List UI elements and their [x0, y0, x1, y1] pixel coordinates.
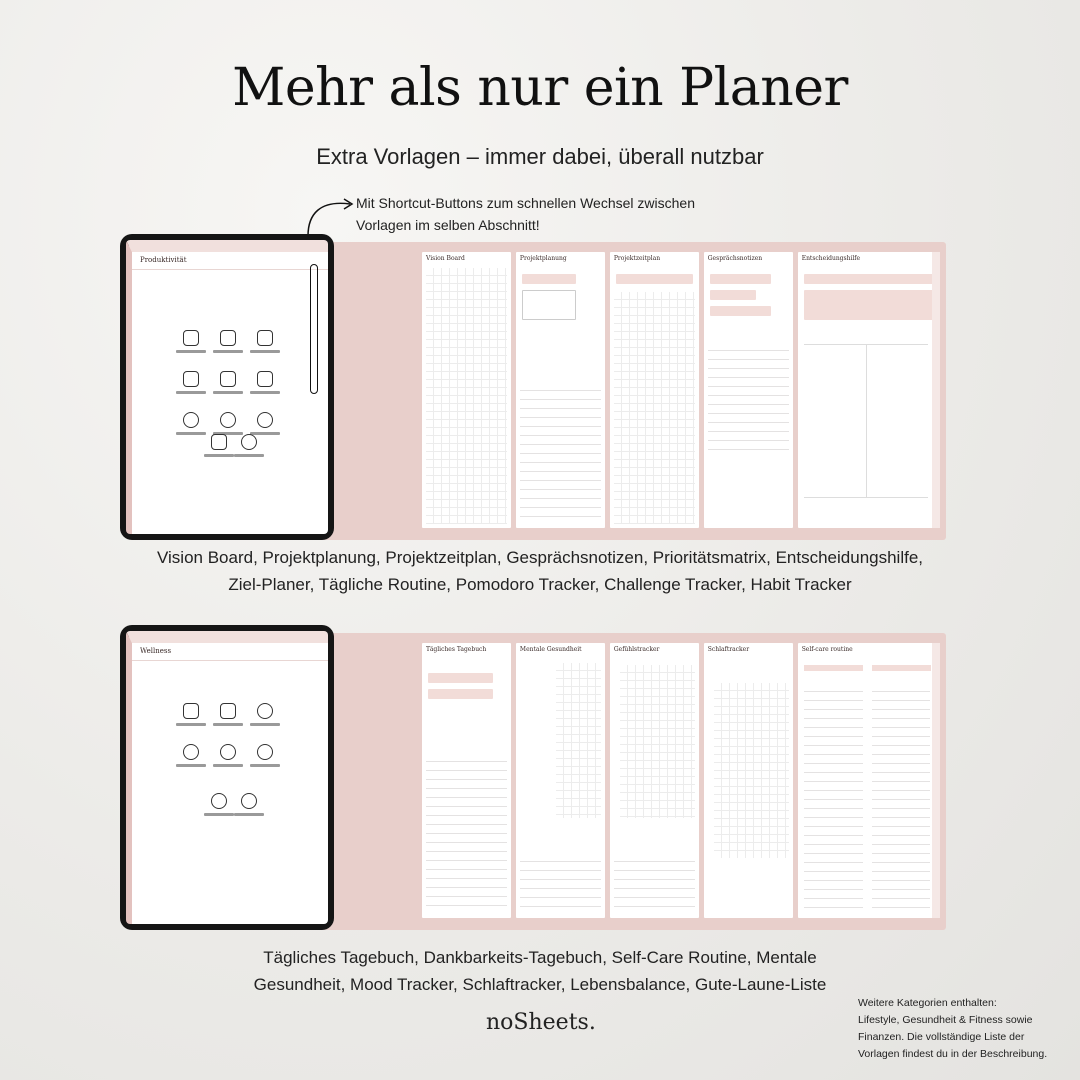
page-subtitle: Extra Vorlagen – immer dabei, überall nutzbar: [316, 144, 764, 169]
template-page: [610, 643, 699, 918]
shortcut-callout: [356, 192, 776, 236]
sleep-tracker-icon[interactable]: [247, 744, 284, 767]
productivity-preview: [120, 234, 946, 540]
caption-line-2: Gesundheit, Mood Tracker, Schlaftracker, Lebensbalance, Gute-Laune-Liste: [253, 975, 827, 994]
wellness-preview: [120, 625, 946, 930]
callout-line-1: Mit Shortcut-Buttons zum schnellen Wechsel zwischen: [356, 195, 695, 211]
template-page: [422, 643, 511, 918]
journal-icon[interactable]: [172, 703, 209, 726]
gratitude-icon[interactable]: [209, 703, 246, 726]
mood-tracker-icon[interactable]: [209, 744, 246, 767]
footnote-line-1: Weitere Kategorien enthalten:: [858, 997, 997, 1009]
wellness-caption: [0, 944, 1080, 998]
productivity-caption: [0, 544, 1080, 598]
tablet-heading: Produktivität: [140, 256, 187, 264]
footnote-line-3: Finanzen. Die vollständige Liste der: [858, 1031, 1025, 1043]
mental-health-icon[interactable]: [172, 744, 209, 767]
tablet-device: [120, 234, 334, 540]
template-page-title: Vision Board: [426, 255, 465, 262]
template-page: [516, 643, 605, 918]
template-page-title: Self-care routine: [801, 646, 853, 653]
template-page: [704, 252, 793, 528]
template-page-title: Schlaftracker: [707, 646, 750, 653]
footnote-line-2: Lifestyle, Gesundheit & Fitness sowie: [858, 1014, 1033, 1026]
category-icon-grid: [172, 330, 284, 435]
project-plan-icon[interactable]: [209, 330, 246, 353]
meeting-notes-icon[interactable]: [172, 371, 209, 394]
tablet-device: [120, 625, 334, 930]
habit-tracker-icon[interactable]: [234, 434, 264, 457]
tablet-heading: Wellness: [140, 647, 172, 655]
daily-routine-icon[interactable]: [209, 412, 246, 435]
template-page-title: Gesprächsnotizen: [707, 255, 763, 262]
priority-matrix-icon[interactable]: [209, 371, 246, 394]
template-page: [798, 643, 940, 918]
template-page-title: Projektzeitplan: [613, 255, 661, 262]
template-pages-strip: [304, 633, 946, 930]
caption-line-1: Tägliches Tagebuch, Dankbarkeits-Tagebuch, Self-Care Routine, Mentale: [263, 948, 817, 967]
template-page: [704, 643, 793, 918]
template-page-title: Mentale Gesundheit: [519, 646, 582, 653]
good-mood-list-icon[interactable]: [234, 793, 264, 816]
vision-board-icon[interactable]: [172, 330, 209, 353]
template-page-title: Entscheidungshilfe: [801, 255, 861, 262]
template-page-title: Tägliches Tagebuch: [426, 646, 487, 653]
caption-line-1: Vision Board, Projektplanung, Projektzeitplan, Gesprächsnotizen, Prioritätsmatrix, Entscheidungshilfe,: [156, 548, 924, 567]
page-title: Mehr als nur ein Planer: [232, 58, 848, 118]
decision-icon[interactable]: [247, 371, 284, 394]
template-page-title: Gefühlstracker: [613, 646, 660, 653]
self-care-icon[interactable]: [247, 703, 284, 726]
challenge-tracker-icon[interactable]: [204, 434, 234, 457]
template-pages-strip: [304, 242, 946, 540]
category-icon-grid: [172, 703, 284, 767]
template-page: [516, 252, 605, 528]
template-page: [610, 252, 699, 528]
footnote: [858, 995, 1076, 1063]
shortcut-buttons-rail[interactable]: [310, 264, 318, 394]
life-balance-icon[interactable]: [204, 793, 234, 816]
brand-logo: noSheets.: [486, 1010, 596, 1035]
callout-line-2: Vorlagen im selben Abschnitt!: [356, 217, 540, 233]
template-page: [422, 252, 511, 528]
timeline-icon[interactable]: [247, 330, 284, 353]
template-page-title: Projektplanung: [519, 255, 567, 262]
caption-line-2: Ziel-Planer, Tägliche Routine, Pomodoro Tracker, Challenge Tracker, Habit Tracker: [228, 575, 852, 594]
footnote-line-4: Vorlagen findest du in der Beschreibung.: [858, 1048, 1048, 1060]
pomodoro-icon[interactable]: [247, 412, 284, 435]
template-page: [798, 252, 940, 528]
goal-target-icon[interactable]: [172, 412, 209, 435]
